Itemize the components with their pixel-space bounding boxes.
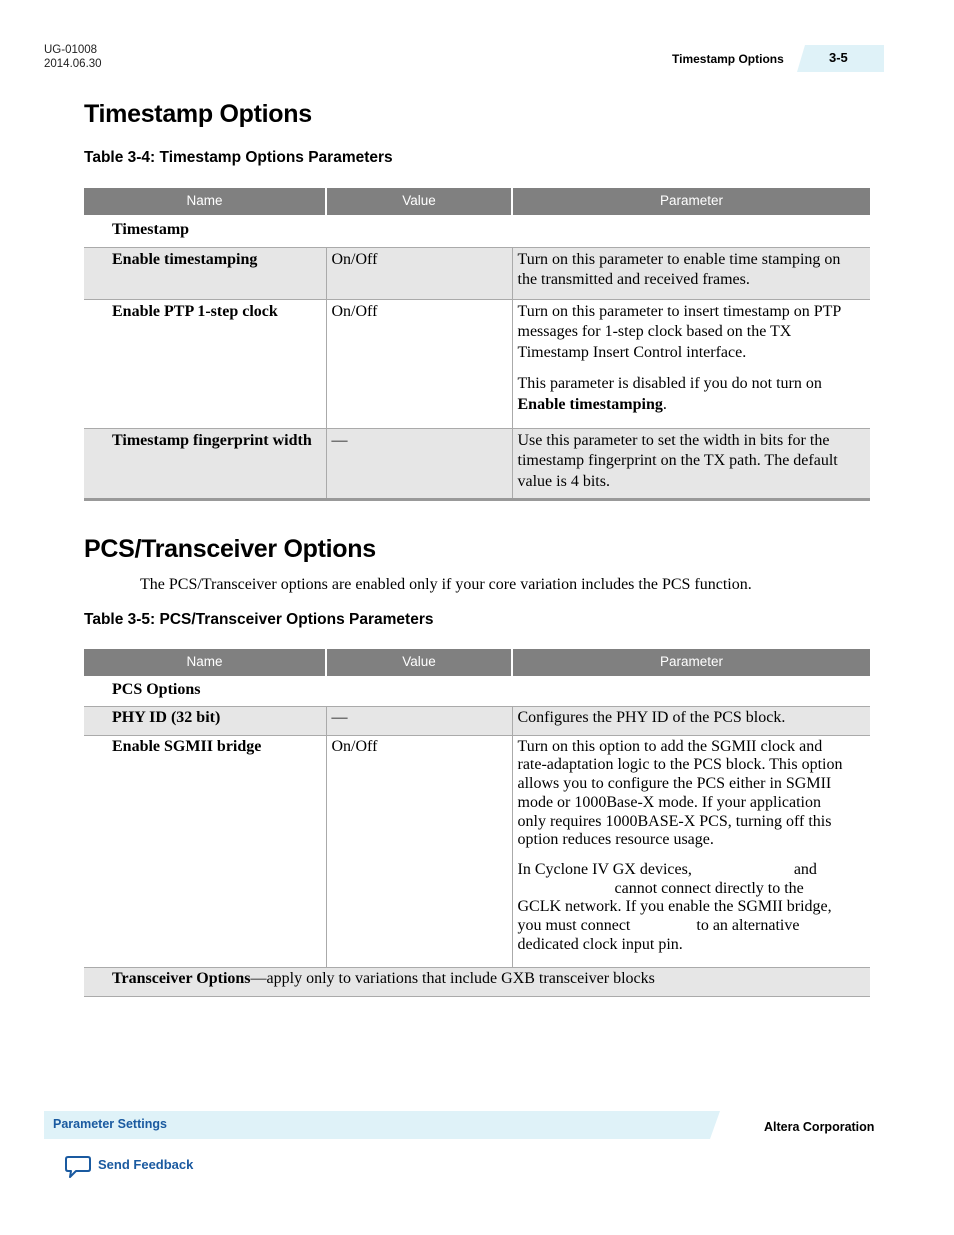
param-description: Use this parameter to set the width in bits for the timestamp fingerprint on the TX path. The default value is 4 bits. [512, 428, 870, 499]
param-value: On/Off [326, 299, 512, 428]
param-note-part-c: cannot connect directly to the GCLK network. If you enable the SGMII bridge, you must connect [517, 879, 832, 935]
footer-chapter-band [44, 1111, 720, 1139]
param-value: — [326, 706, 512, 735]
param-description: Turn on this option to add the SGMII clock and rate-adaptation logic to the PCS block. This option allows you to configure the PCS either in SGMII mode or 1000Base-X mode. If your application only requires 1000BASE-X PCS, turning off this option reduces resource usage. [517, 737, 843, 849]
page-number: 3-5 [829, 50, 848, 65]
column-header-parameter: Parameter [512, 188, 870, 215]
transceiver-options-note: —apply only to variations that include GXB transceiver blocks [250, 969, 655, 987]
table-caption-3-4: Table 3-4: Timestamp Options Parameters [84, 149, 393, 166]
param-name: Timestamp fingerprint width [84, 428, 326, 499]
speech-bubble-icon [65, 1155, 91, 1179]
group-label-timestamp: Timestamp [112, 221, 190, 238]
section-title-pcs: PCS/Transceiver Options [84, 535, 376, 563]
section-title-timestamp: Timestamp Options [84, 100, 312, 128]
param-name: Enable PTP 1-step clock [84, 299, 326, 428]
param-note-part-a: In Cyclone IV GX devices, [517, 860, 692, 878]
param-note [518, 374, 851, 415]
table-row [84, 735, 870, 967]
footer-chapter-link[interactable]: Parameter Settings [53, 1117, 167, 1131]
table-row [84, 428, 870, 499]
table-row [84, 706, 870, 735]
document-id: UG-01008 [44, 44, 98, 56]
transceiver-options-label: Transceiver Options [112, 969, 251, 987]
section-intro: The PCS/Transceiver options are enabled only if your core variation includes the PCS function. [140, 576, 752, 593]
document-id-block [44, 43, 102, 71]
table-header-row [84, 188, 870, 215]
header-section-title: Timestamp Options [672, 52, 784, 66]
param-note-bold: Enable timestamping [517, 395, 663, 413]
param-description: Turn on this parameter to enable time stamping on the transmitted and received frames. [512, 247, 870, 299]
group-label-pcs: PCS Options [112, 681, 201, 698]
param-note-part-b: and [793, 860, 817, 878]
param-name: PHY ID (32 bit) [84, 706, 326, 735]
param-description-cell [512, 735, 870, 967]
header-page-tab [797, 45, 884, 72]
table-group-row [84, 215, 870, 247]
send-feedback-label[interactable]: Send Feedback [98, 1157, 194, 1172]
table-group-row [84, 676, 870, 706]
table-row [84, 967, 870, 996]
param-description: Turn on this parameter to insert timestamp on PTP messages for 1-step clock based on the TX Timestamp Insert Control interface. [517, 302, 841, 361]
param-note-prefix: This parameter is disabled if you do not turn on [517, 375, 822, 392]
param-note [518, 861, 851, 955]
param-description-cell [512, 299, 870, 428]
transceiver-options-row [84, 967, 870, 996]
column-header-parameter: Parameter [512, 649, 870, 676]
table-row [84, 299, 870, 428]
param-description: Configures the PHY ID of the PCS block. [512, 706, 870, 735]
param-value: On/Off [326, 247, 512, 299]
param-note-part-d: to an alternative dedicated clock input pin. [517, 917, 800, 953]
column-header-name: Name [84, 188, 326, 215]
param-note-suffix: . [662, 395, 667, 413]
timestamp-options-table [84, 188, 870, 501]
footer-company: Altera Corporation [764, 1120, 875, 1134]
pcs-options-table [84, 649, 870, 997]
param-value: — [326, 428, 512, 499]
param-name: Enable timestamping [84, 247, 326, 299]
table-header-row [84, 649, 870, 676]
column-header-value: Value [326, 188, 512, 215]
column-header-name: Name [84, 649, 326, 676]
document-date: 2014.06.30 [44, 58, 102, 70]
column-header-value: Value [326, 649, 512, 676]
param-name: Enable SGMII bridge [84, 735, 326, 967]
table-caption-3-5: Table 3-5: PCS/Transceiver Options Parameters [84, 611, 434, 628]
param-value: On/Off [326, 735, 512, 967]
table-row [84, 247, 870, 299]
